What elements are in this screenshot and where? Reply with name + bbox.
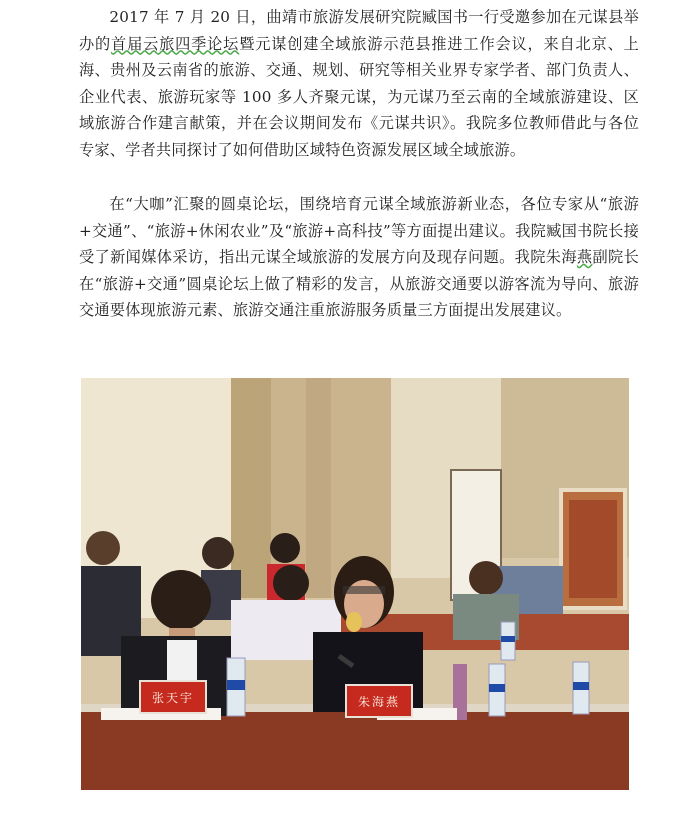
p1-text-a: 2017 年 7 月 20 日，曲靖市旅游发展研究院臧国书一行受邀参加在元谋县举办的	[79, 8, 639, 53]
conference-photo	[81, 378, 629, 790]
p2-underlined-char: 燕	[576, 248, 593, 266]
p2-text-b: 副院长在“旅游+交通”圆桌论坛上做了精彩的发言，从旅游交通要以游客流为导向、旅游交通要体现旅游元素、旅游交通注重旅游服务质量三方面提出发展建议。	[79, 248, 639, 319]
p1-underlined-forum-name: 首届云旅四季论坛	[111, 34, 240, 53]
paragraph-2	[79, 191, 639, 324]
p2-text-a: 在“大咖”汇聚的圆桌论坛，围绕培育元谋全域旅游新业态，各位专家从“旅游+交通”、“旅游+休闲农业”及“旅游+高科技”等方面提出建议。我院臧国书院长接受了新闻媒体采访，指出元谋全域旅游的发展方向及现存问题。我院朱海	[79, 195, 639, 266]
nameplate-left: 张天宇	[139, 680, 207, 714]
nameplate-right: 朱海燕	[345, 684, 413, 718]
paragraph-1	[79, 4, 639, 163]
p1-text-b: 暨元谋创建全域旅游示范县推进工作会议，来自北京、上海、贵州及云南省的旅游、交通、规划、研究等相关业界专家学者、部门负责人、企业代表、旅游玩家等 100 多人齐聚元谋，为元谋乃至云南的全域旅游建设、区域旅游合作建言献策，并在会议期间发布《元谋共识》。我院多位教师借此与各位专家、学者共同探讨了如何借助区域特色资源发展区域全域旅游。	[79, 34, 639, 159]
conference-photo-illustration	[81, 378, 629, 790]
